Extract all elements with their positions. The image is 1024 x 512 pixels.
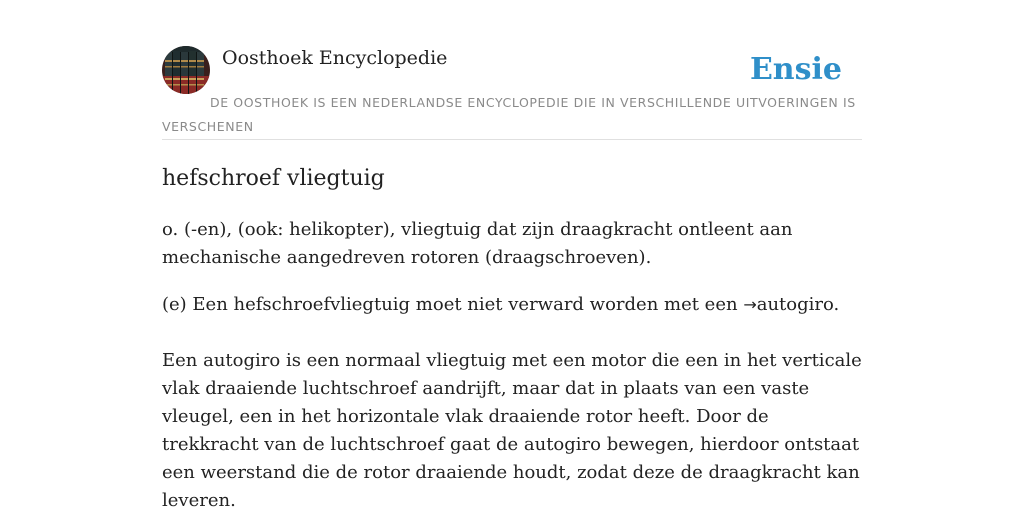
autogiro-link-label: autogiro — [756, 294, 834, 315]
ensie-logo[interactable]: Ensie — [749, 52, 842, 87]
autogiro-link[interactable] — [743, 294, 833, 315]
entry-definition: o. (-en), (ook: helikopter), vliegtuig dat zijn draagkracht ontleent aan mechanische aangedreven rotoren (draagschroeven). — [162, 219, 793, 268]
entry-headword: hefschroef vliegtuig — [162, 166, 385, 191]
source-avatar[interactable] — [162, 46, 210, 94]
source-description: DE OOSTHOEK IS EEN NEDERLANDSE ENCYCLOPEDIE DIE IN VERSCHILLENDE UITVOERINGEN IS VERSCHENEN — [162, 95, 856, 134]
source-header — [162, 46, 862, 140]
entry-note — [162, 291, 862, 319]
source-title[interactable]: Oosthoek Encyclopedie — [222, 47, 448, 69]
entry-note-text: (e) Een hefschroefvliegtuig moet niet verward worden met een — [162, 294, 744, 315]
entry-explanation: Een autogiro is een normaal vliegtuig met een motor die een in het verticale vlak draaiende luchtschroef aandrijft, maar dat in plaats van een vaste vleugel, een in het horizontale vlak draaiende rotor heeft. Door de trekkracht van de luchtschroef gaat de autogiro bewegen, hierdoor ontstaat een weerstand die de rotor draaiende houdt, zodat deze de draagkracht kan leveren. — [162, 350, 862, 511]
arrow-right-icon: → — [743, 295, 757, 314]
encyclopedia-books-icon — [162, 46, 210, 94]
entry-note-end: . — [833, 294, 840, 315]
